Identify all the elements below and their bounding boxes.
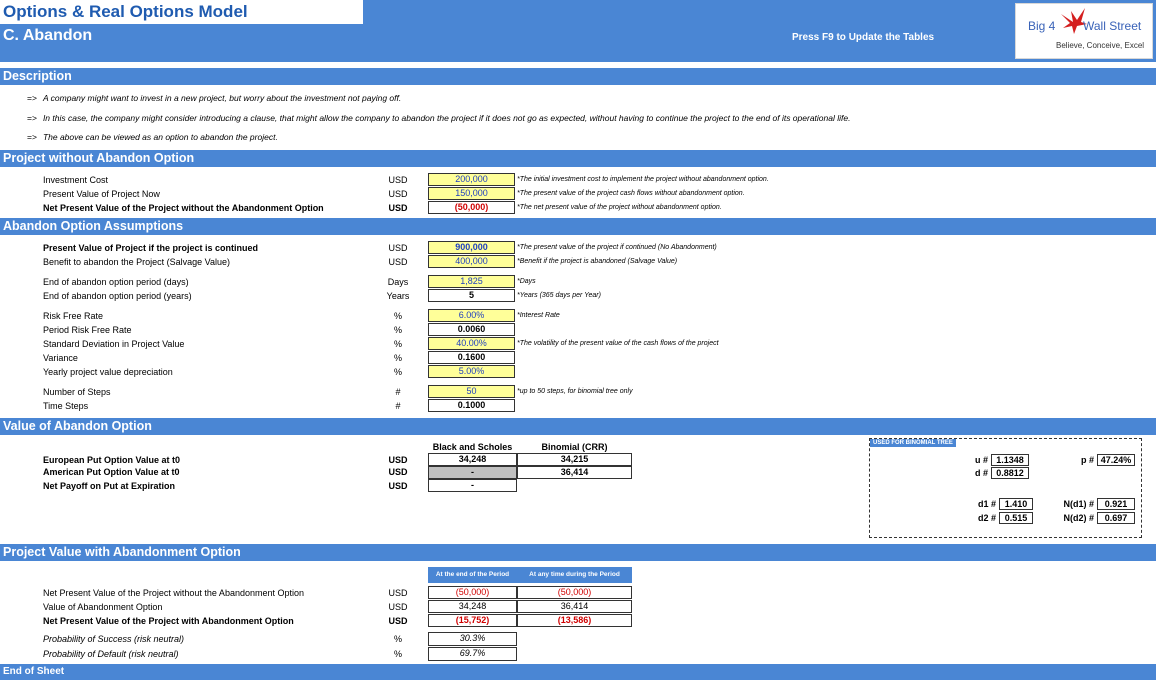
amer-put-bin-cell[interactable]: 36,414 xyxy=(517,466,632,479)
row-label: Value of Abandonment Option xyxy=(43,602,163,612)
row-unit: USD xyxy=(388,455,408,465)
row-label: Period Risk Free Rate xyxy=(43,325,132,335)
section-assumptions: Abandon Option Assumptions xyxy=(0,218,1156,235)
option-value-any-cell[interactable]: 36,414 xyxy=(517,600,632,613)
row-unit: USD xyxy=(388,588,408,598)
row-label: Present Value of Project Now xyxy=(43,189,160,199)
update-hint: Press F9 to Update the Tables xyxy=(792,32,935,43)
row-unit: % xyxy=(393,311,402,321)
row-unit: % xyxy=(393,634,402,644)
row-unit: USD xyxy=(388,189,408,199)
salvage-value-input[interactable]: 400,000 xyxy=(428,255,515,268)
logo-brand-right: Wall Street xyxy=(1083,19,1142,33)
period-years-cell[interactable]: 5 xyxy=(428,289,515,302)
row-unit: USD xyxy=(388,257,408,267)
row-label: Net Present Value of the Project without the Abandonment Option xyxy=(43,203,324,213)
investment-cost-input[interactable]: 200,000 xyxy=(428,173,515,186)
row-unit: USD xyxy=(388,616,408,626)
row-unit: % xyxy=(393,367,402,377)
col-any-time: At any time during the Period xyxy=(517,567,632,583)
depreciation-input[interactable]: 5.00% xyxy=(428,365,515,378)
row-label: Variance xyxy=(43,353,78,363)
npv-without-cell[interactable]: (50,000) xyxy=(428,201,515,214)
tree-tag: USED FOR BINOMIAL TREE xyxy=(870,439,956,447)
section-end: End of Sheet xyxy=(0,664,1156,680)
section-with-option: Project Value with Abandonment Option xyxy=(0,544,1156,561)
section-value: Value of Abandon Option xyxy=(0,418,1156,435)
row-label: End of abandon option period (days) xyxy=(43,277,189,287)
row-label: Standard Deviation in Project Value xyxy=(43,339,185,349)
row-note: *Years (365 days per Year) xyxy=(517,292,601,299)
row-note: *The present value of the project if continued (No Abandonment) xyxy=(517,244,717,251)
row-note: *The volatility of the present value of the cash flows of the project xyxy=(517,340,719,347)
row-label: End of abandon option period (years) xyxy=(43,291,192,301)
col-binomial: Binomial (CRR) xyxy=(541,442,608,452)
number-of-steps-input[interactable]: 50 xyxy=(428,385,515,398)
row-note: *up to 50 steps, for binomial tree only xyxy=(517,388,633,395)
option-value-end-cell[interactable]: 34,248 xyxy=(428,600,517,613)
row-label: Benefit to abandon the Project (Salvage Value) xyxy=(43,257,230,267)
npv-with-end-cell[interactable]: (15,752) xyxy=(428,614,517,627)
row-note: *The net present value of the project without abandonment option. xyxy=(517,204,722,211)
row-note: *Benefit if the project is abandoned (Salvage Value) xyxy=(517,258,678,265)
arrow-icon: => xyxy=(27,132,37,142)
row-unit: USD xyxy=(388,467,408,477)
arrow-icon: => xyxy=(27,93,37,103)
prob-default-cell[interactable]: 69.7% xyxy=(428,647,517,661)
row-unit: Years xyxy=(386,291,410,301)
euro-put-bin-cell[interactable]: 34,215 xyxy=(517,453,632,466)
row-label: Net Present Value of the Project with Abandonment Option xyxy=(43,616,294,626)
row-label: Present Value of Project if the project is continued xyxy=(43,243,259,253)
npv-with-any-cell[interactable]: (13,586) xyxy=(517,614,632,627)
row-label: Probability of Success (risk neutral) xyxy=(43,634,185,644)
row-note: *Interest Rate xyxy=(517,312,560,319)
row-note: *The initial investment cost to implement the project without abandonment option. xyxy=(517,176,769,183)
row-label: Net Payoff on Put at Expiration xyxy=(43,481,176,491)
logo-brand-left: Big 4 xyxy=(1028,19,1056,33)
row-unit: % xyxy=(393,649,402,659)
risk-free-rate-input[interactable]: 6.00% xyxy=(428,309,515,322)
row-unit: USD xyxy=(388,175,408,185)
row-note: *Days xyxy=(517,278,536,285)
col-black-scholes: Black and Scholes xyxy=(432,442,513,452)
row-label: American Put Option Value at t0 xyxy=(43,467,180,477)
description-line-3: => The above can be viewed as an option to abandon the project. xyxy=(27,132,278,142)
row-label: Number of Steps xyxy=(43,387,111,397)
period-days-input[interactable]: 1,825 xyxy=(428,275,515,288)
description-line-1: => A company might want to invest in a new project, but worry about the investment not paying off. xyxy=(27,93,402,103)
row-label: Time Steps xyxy=(43,401,89,411)
net-payoff-cell[interactable]: - xyxy=(428,479,517,492)
std-dev-input[interactable]: 40.00% xyxy=(428,337,515,350)
logo xyxy=(1015,3,1153,59)
row-label: European Put Option Value at t0 xyxy=(43,455,181,465)
row-unit: # xyxy=(395,387,401,397)
d2-value[interactable]: 0.515 xyxy=(999,512,1033,524)
time-steps-cell[interactable]: 0.1000 xyxy=(428,399,515,412)
row-unit: % xyxy=(393,325,402,335)
row-label: Net Present Value of the Project without the Abandonment Option xyxy=(43,588,304,598)
u-value[interactable]: 1.1348 xyxy=(991,454,1029,466)
row-label: Yearly project value depreciation xyxy=(43,367,173,377)
page-subtitle: C. Abandon xyxy=(3,27,93,44)
logo-tagline: Believe, Conceive, Excel xyxy=(1056,41,1145,50)
row-unit: USD xyxy=(388,602,408,612)
npv-without-end-cell[interactable]: (50,000) xyxy=(428,586,517,599)
p-value[interactable]: 47.24% xyxy=(1097,454,1135,466)
period-rate-cell[interactable]: 0.0060 xyxy=(428,323,515,336)
description-line-2: => In this case, the company might consider introducing a clause, that might allow the company to abandon the project if it does not go as expected, without having to continue the project to the end of its operational life. xyxy=(27,113,851,123)
nd2-value[interactable]: 0.697 xyxy=(1097,512,1135,524)
euro-put-bs-cell[interactable]: 34,248 xyxy=(428,453,517,466)
row-unit: % xyxy=(393,339,402,349)
variance-cell[interactable]: 0.1600 xyxy=(428,351,515,364)
d1-label: d1 # xyxy=(977,499,996,509)
d2-label: d2 # xyxy=(977,513,996,523)
row-note: *The present value of the project cash flows without abandonment option. xyxy=(517,190,745,197)
d1-value[interactable]: 1.410 xyxy=(999,498,1033,510)
nd2-label: N(d2) # xyxy=(1063,513,1094,523)
col-end-of-period: At the end of the Period xyxy=(428,567,517,583)
d-label: d # xyxy=(974,468,988,478)
row-label: Risk Free Rate xyxy=(43,311,104,321)
u-label: u # xyxy=(974,455,988,465)
row-unit: USD xyxy=(388,243,408,253)
arrow-icon: => xyxy=(27,113,37,123)
row-unit: USD xyxy=(388,203,408,213)
pv-continued-input[interactable]: 900,000 xyxy=(428,241,515,254)
row-label: Investment Cost xyxy=(43,175,109,185)
page-title: Options & Real Options Model xyxy=(0,0,363,24)
npv-without-any-cell[interactable]: (50,000) xyxy=(517,586,632,599)
nd1-value[interactable]: 0.921 xyxy=(1097,498,1135,510)
binomial-tree-box xyxy=(869,438,1142,538)
nd1-label: N(d1) # xyxy=(1063,499,1094,509)
prob-success-cell[interactable]: 30.3% xyxy=(428,632,517,646)
amer-put-bs-cell[interactable]: - xyxy=(428,466,517,479)
row-unit: Days xyxy=(387,277,409,287)
row-unit: # xyxy=(395,401,401,411)
row-label: Probability of Default (risk neutral) xyxy=(43,649,179,659)
row-unit: USD xyxy=(388,481,408,491)
section-description: Description xyxy=(0,68,1156,85)
section-without-option: Project without Abandon Option xyxy=(0,150,1156,167)
present-value-input[interactable]: 150,000 xyxy=(428,187,515,200)
p-label: p # xyxy=(1080,455,1094,465)
d-value[interactable]: 0.8812 xyxy=(991,467,1029,479)
row-unit: % xyxy=(393,353,402,363)
